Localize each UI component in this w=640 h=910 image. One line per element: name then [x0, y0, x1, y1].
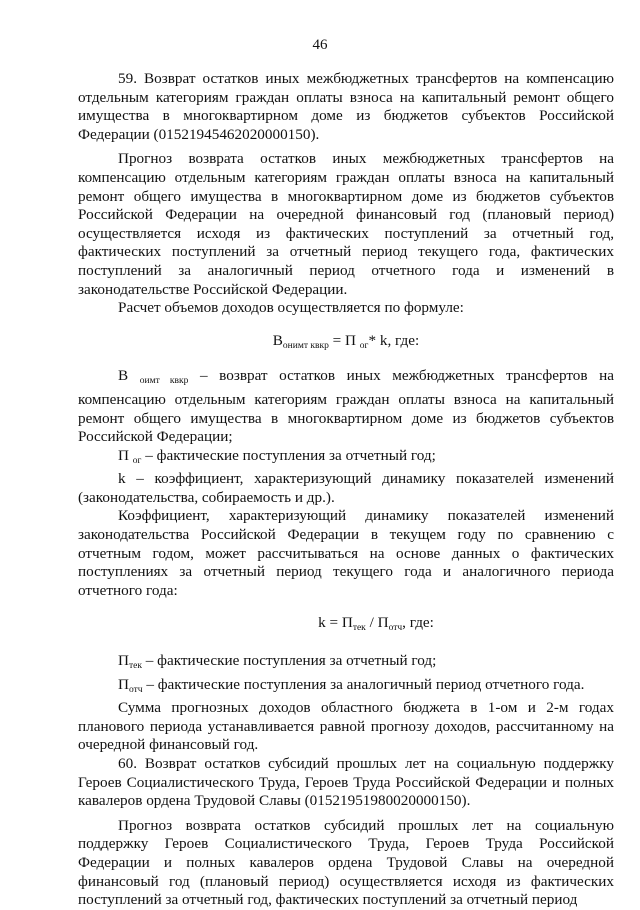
definition-p-symbol: П: [118, 446, 133, 464]
definition-ptek: [78, 652, 614, 676]
formula-2-rhs: , где:: [402, 614, 434, 632]
section-60-forecast: Прогноз возврата остатков субсидий прошлых лет на социальную поддержку Героев Социалистического Труда, Героев Труда Российской Федерации и полных кавалеров ордена Трудовой Славы на очередной финансовый год (плановый период) осуществляется исходя из фактических поступлений за отчетный год, фактических поступлений за отчетный период: [78, 816, 614, 909]
section-60-heading: 60. Возврат остатков субсидий прошлых лет на социальную поддержку Героев Социалистического Труда, Героев Труда Российской Федерации и полных кавалеров ордена Трудовой Славы (01521951980020000150).: [78, 755, 614, 810]
formula-1-rhs: * k, где:: [368, 331, 420, 349]
formula-2-sub1: тек: [352, 623, 366, 634]
formula-1: [78, 332, 614, 356]
document-body: [78, 70, 614, 910]
definition-p-text: – фактические поступления за отчетный год;: [141, 446, 436, 464]
definition-ptek-symbol: П: [118, 652, 129, 670]
coefficient-text: Коэффициент, характеризующий динамику показателей изменений законодательства Российской Федерации в текущем году по сравнению с отчетным годом, может рассчитываться на основе данных о фактических поступлениях за отчетный период текущего года и аналогичного периода отчетного года:: [78, 507, 614, 599]
definition-b-sub: оимт квкр: [139, 376, 189, 387]
definition-potch-text: – фактические поступления за аналогичный период отчетного года.: [142, 675, 585, 693]
formula-2-sub2: отч: [388, 623, 403, 634]
definition-ptek-sub: тек: [128, 661, 142, 672]
definition-potch: [78, 676, 614, 700]
definition-k: k – коэффициент, характеризующий динамику показателей изменений (законодательства, собираемость и др.).: [78, 470, 614, 506]
formula-2: [138, 614, 614, 638]
formula-1-mid-sub: ог: [359, 340, 369, 351]
formula-1-eq: = П: [328, 331, 360, 349]
definition-ptek-text: – фактические поступления за отчетный год;: [141, 652, 437, 670]
formula-1-lhs-sub: онимт квкр: [282, 340, 329, 351]
definition-p: [78, 447, 614, 471]
definition-b: [78, 367, 614, 446]
formula-1-lhs: В: [272, 331, 283, 349]
definition-b-text: – возврат остатков иных межбюджетных трансфертов на компенсацию отдельным категориям граждан оплаты взноса на капитальный ремонт общего имущества в многоквартирном доме из бюджетов субъектов Российской Федерации;: [78, 367, 614, 446]
sum-text: Сумма прогнозных доходов областного бюджета в 1-ом и 2-м годах планового периода устанавливается равной прогнозу доходов, рассчитанному на очередной финансовый год.: [78, 699, 614, 754]
formula-2-lhs: k = П: [318, 614, 353, 632]
definition-b-symbol: В: [118, 367, 129, 385]
section-59-forecast: Прогноз возврата остатков иных межбюджетных трансфертов на компенсацию отдельным категориям граждан оплаты взноса на капитальный ремонт общего имущества в многоквартирном доме из бюджетов субъектов Российской Федерации на очередной финансовый год (плановый период) осуществляется исходя из фактических поступлений за отчетный год, фактических поступлений за отчетный период текущего года, фактических поступлений за аналогичный период отчетного года и изменений в законодательстве Российской Федерации.: [78, 150, 614, 298]
definition-potch-symbol: П: [118, 675, 129, 693]
formula-2-mid: / П: [365, 614, 389, 632]
page-number: 46: [312, 37, 328, 53]
formula-intro: Расчет объемов доходов осуществляется по формуле:: [118, 299, 464, 317]
definition-potch-sub: отч: [128, 684, 143, 695]
section-59-heading: 59. Возврат остатков иных межбюджетных трансфертов на компенсацию отдельным категориям граждан оплаты взноса на капитальный ремонт общего имущества в многоквартирном доме из бюджетов субъектов Российской Федерации (01521945462020000150).: [78, 70, 614, 143]
definition-p-sub: ог: [132, 455, 142, 466]
